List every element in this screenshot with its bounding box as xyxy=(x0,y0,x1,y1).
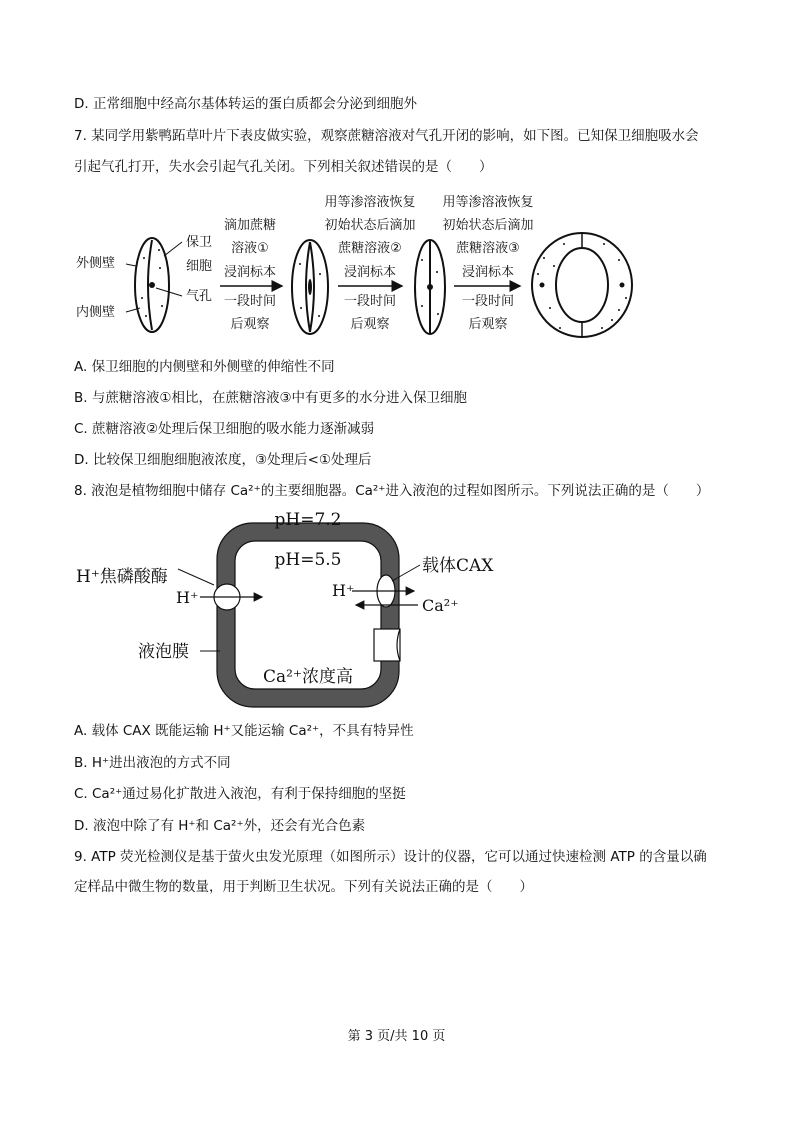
step1-line5: 后观察 xyxy=(230,317,270,332)
q7-stem-line1: 7. 某同学用紫鸭跖草叶片下表皮做实验，观察蔗糖溶液对气孔开闭的影响，如下图。已知保卫细胞吸水会 xyxy=(74,128,699,144)
cax-label: 载体CAX xyxy=(422,556,494,576)
step2-line1: 用等渗溶液恢复 xyxy=(324,195,416,210)
guard-cell-label-2: 细胞 xyxy=(186,259,213,274)
stoma-label: 气孔 xyxy=(186,289,213,304)
step2-line6: 后观察 xyxy=(350,317,390,332)
step3-line2: 初始状态后滴加 xyxy=(442,218,534,233)
step3-line3: 蔗糖溶液③ xyxy=(456,241,520,256)
h-right-label: H⁺ xyxy=(332,581,355,600)
step2-line5: 一段时间 xyxy=(343,294,397,309)
ca-high-label: Ca²⁺浓度高 xyxy=(263,667,353,687)
step2-line2: 初始状态后滴加 xyxy=(324,218,416,233)
q7-stem-line2: 引起气孔打开，失水会引起气孔关闭。下列相关叙述错误的是（ ） xyxy=(74,159,493,175)
q8-option-d: D. 液泡中除了有 H⁺和 Ca²⁺外，还会有光合色素 xyxy=(74,818,366,834)
step3-line5: 一段时间 xyxy=(461,294,515,309)
step2-line3: 蔗糖溶液② xyxy=(338,241,402,256)
ca-outside-label: Ca²⁺ xyxy=(422,596,459,615)
guard-cell-stage2 xyxy=(292,240,328,334)
q8-option-c: C. Ca²⁺通过易化扩散进入液泡，有利于保持细胞的坚挺 xyxy=(74,786,406,802)
q8-option-b: B. H⁺进出液泡的方式不同 xyxy=(74,755,231,771)
step3-line1: 用等渗溶液恢复 xyxy=(442,195,534,210)
q8-stem: 8. 液泡是植物细胞中储存 Ca²⁺的主要细胞器。Ca²⁺进入液泡的过程如图所示。下列说法正确的是（ ） xyxy=(74,483,710,499)
ca-channel xyxy=(374,629,400,661)
page-footer: 第 3 页/共 10 页 xyxy=(347,1029,446,1044)
q7-option-d: D. 比较保卫细胞细胞液浓度，③处理后<①处理后 xyxy=(74,452,372,468)
h-left-label: H⁺ xyxy=(176,588,199,607)
ph-inside: pH=5.5 xyxy=(274,550,342,570)
step2-line4: 浸润标本 xyxy=(343,265,397,280)
q7-option-b: B. 与蔗糖溶液①相比，在蔗糖溶液③中有更多的水分进入保卫细胞 xyxy=(74,390,468,406)
step1-line4: 一段时间 xyxy=(223,294,277,309)
guard-cell-label-1: 保卫 xyxy=(186,235,213,250)
q9-stem-line1: 9. ATP 荧光检测仪是基于萤火虫发光原理（如图所示）设计的仪器，它可以通过快速检测 ATP 的含量以确 xyxy=(74,849,707,865)
q7-stomata-figure xyxy=(74,188,634,340)
step3-line4: 浸润标本 xyxy=(461,265,515,280)
pump-label: H⁺焦磷酸酶 xyxy=(76,567,168,587)
step1-line1: 滴加蔗糖 xyxy=(223,218,277,233)
step1-line3: 浸润标本 xyxy=(223,265,277,280)
q8-option-a: A. 载体 CAX 既能运输 H⁺又能运输 Ca²⁺，不具有特异性 xyxy=(74,723,414,739)
q9-stem-line2: 定样品中微生物的数量，用于判断卫生状况。下列有关说法正确的是（ ） xyxy=(74,879,533,895)
step3-line6: 后观察 xyxy=(468,317,508,332)
guard-cell-stage3 xyxy=(415,240,445,334)
guard-cell-stage4 xyxy=(532,233,632,337)
membrane-label: 液泡膜 xyxy=(138,642,189,662)
inner-wall-label: 内侧壁 xyxy=(76,305,116,320)
q7-option-c: C. 蔗糖溶液②处理后保卫细胞的吸水能力逐渐减弱 xyxy=(74,421,375,437)
outer-wall-label: 外侧壁 xyxy=(76,256,116,271)
q6-option-d: D. 正常细胞中经高尔基体转运的蛋白质都会分泌到细胞外 xyxy=(74,96,417,112)
q8-vacuole-figure xyxy=(74,505,534,710)
q7-option-a: A. 保卫细胞的内侧壁和外侧壁的伸缩性不同 xyxy=(74,359,335,375)
step1-line2: 溶液① xyxy=(231,241,269,256)
guard-cell-stage1 xyxy=(135,238,169,332)
ph-outside: pH=7.2 xyxy=(274,510,342,530)
